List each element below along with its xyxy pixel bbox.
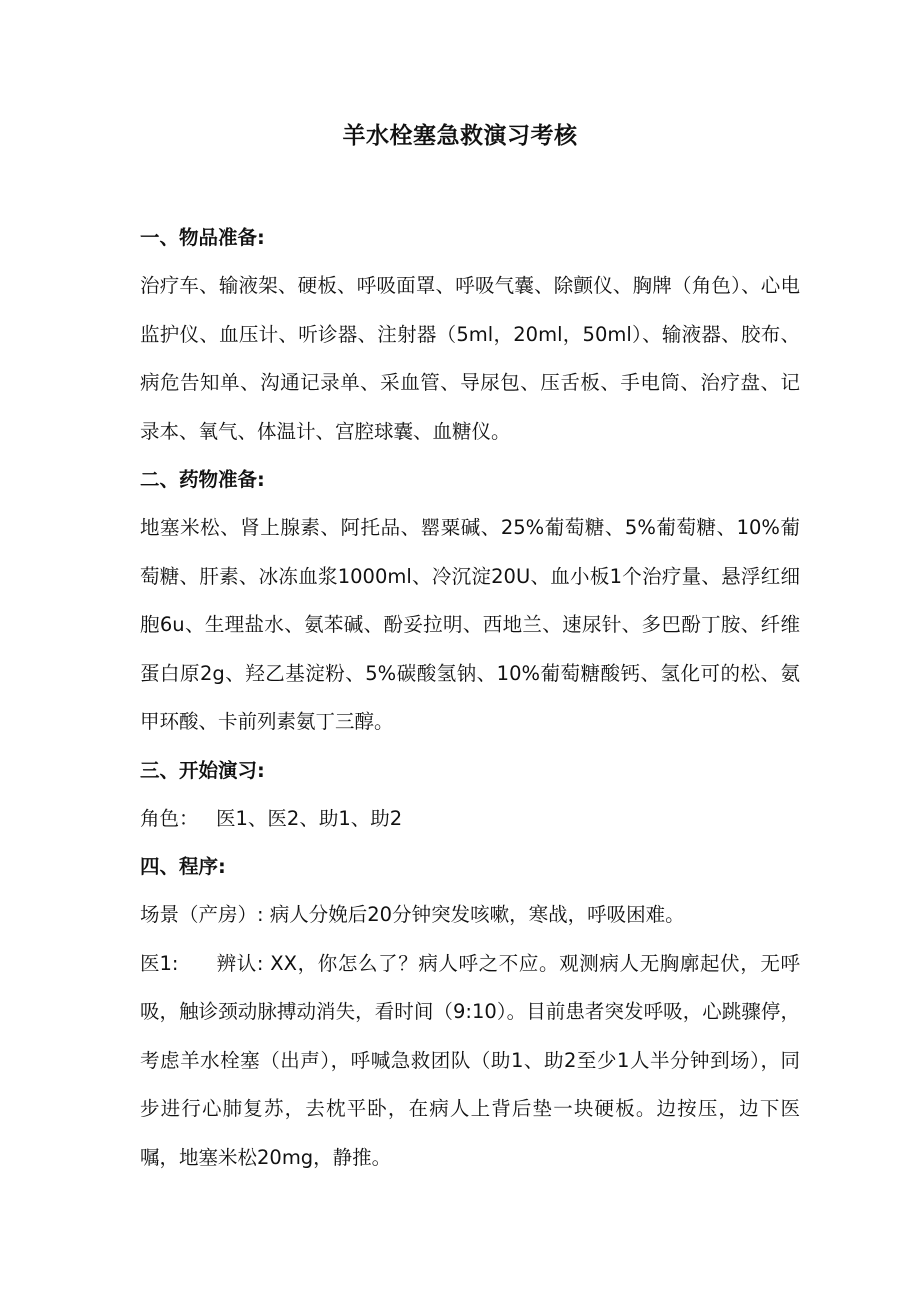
- start-heading: 三、开始演习:: [140, 758, 265, 782]
- drugs-heading: 二、药物准备:: [140, 468, 265, 491]
- doctor-label: 医1:: [140, 951, 179, 975]
- doctor-text: 辨认: XX，你怎么了？病人呼之不应。观测病人无胸廓起伏，无呼吸，触诊颈动脉搏动消失，看时间（9:10）。目前患者突发呼吸，心跳骤停，考虑羊水栓塞（出声），呼喊急救团队（助1、助2至少1人半分钟到场），同步进行心肺复苏，去枕平卧，在病人上背后垫一块硬板。边按压，边下医嘱，地塞米松20mg，静推。: [140, 951, 800, 1169]
- scene-line: 场景（产房）: 病人分娩后20分钟突发咳嗽，寒战，呼吸困难。: [140, 903, 685, 926]
- document-body: [140, 214, 800, 1182]
- roles-value: 医1、医2、助1、助2: [216, 806, 403, 830]
- doctor-paragraph: [140, 940, 800, 1183]
- roles-line: [140, 795, 800, 844]
- materials-heading: 一、物品准备:: [140, 226, 265, 249]
- drugs-list: 地塞米松、肾上腺素、阿托品、罂粟碱、25%葡萄糖、5%葡萄糖、10%葡萄糖、肝素、冰冻血浆1000ml、冷沉淀20U、血小板1个治疗量、悬浮红细胞6u、生理盐水、氨苯碱、酚妥拉明、西地兰、速尿针、多巴酚丁胺、纤维蛋白原2g、羟乙基淀粉、5%碳酸氢钠、10%葡萄糖酸钙、氢化可的松、氨甲环酸、卡前列素氨丁三醇。: [140, 516, 800, 733]
- roles-label: 角色：: [140, 806, 199, 830]
- document-title: 羊水栓塞急救演习考核: [342, 123, 578, 149]
- materials-list: 治疗车、输液架、硬板、呼吸面罩、呼吸气囊、除颤仪、胸牌（角色）、心电监护仪、血压计、听诊器、注射器（5ml，20ml，50ml）、输液器、胶布、病危告知单、沟通记录单、采血管、导尿包、压舌板、手电筒、治疗盘、记录本、氧气、体温计、宫腔球囊、血糖仪。: [140, 274, 800, 443]
- procedure-heading: 四、程序:: [140, 855, 226, 878]
